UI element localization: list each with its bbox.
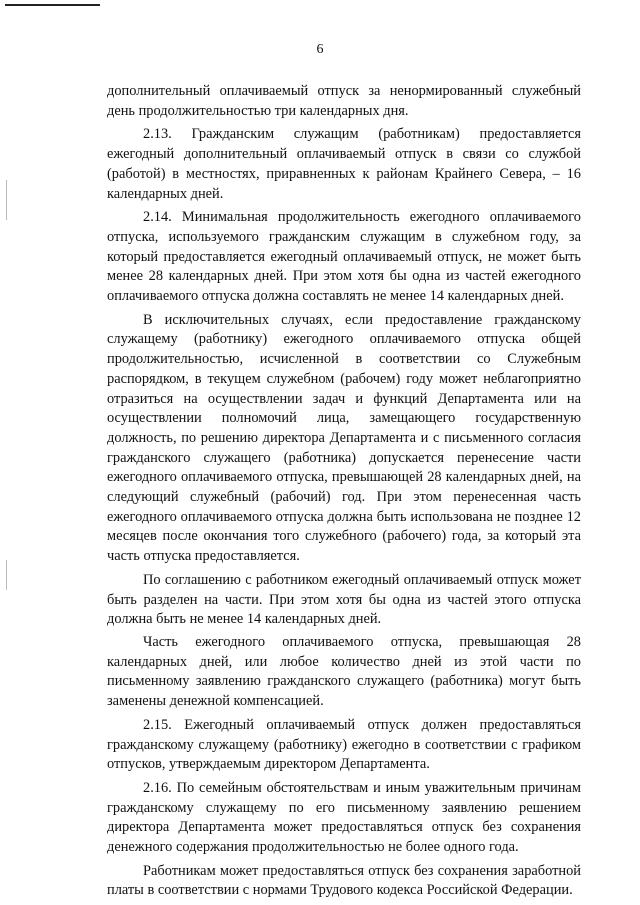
scan-edge-mark	[6, 560, 7, 590]
paragraph-2-13: 2.13. Гражданским служащим (работникам) предоставляется ежегодный дополнительный оплачиваемый отпуск в связи со службой (работой) в местностях, приравненных к районам Крайнего Севера, – 16 календарных дней.	[107, 126, 581, 202]
paragraph-exceptional-cases: В исключительных случаях, если предоставление гражданскому служащему (работнику) ежегодного оплачиваемого отпуска общей продолжительностью, исчисленной в соответствии со Служебным распорядком, в текущем служебном (рабочем) году может неблагоприятно отразиться на осуществлении задач и функций Департамента или на осуществлении полномочий лица, замещающего государственную должность, по решению директора Департамента и с письменного согласия гражданского служащего (работника) допускается перенесение части ежегодного оплачиваемого отпуска, превышающей 28 календарных дней, на следующий служебный (рабочий) год. При этом перенесенная часть ежегодного оплачиваемого отпуска должна быть использована не позднее 12 месяцев после окончания того служебного (рабочего) года, за который эта часть отпуска предоставляется.	[107, 311, 581, 565]
page-number: 6	[316, 42, 324, 57]
paragraph-continuation: дополнительный оплачиваемый отпуск за ненормированный служебный день продолжительностью три календарных дня.	[107, 83, 581, 119]
paragraph-unpaid-leave: Работникам может предоставляться отпуск без сохранения заработной платы в соответствии с нормами Трудового кодекса Российской Федерации.	[107, 862, 581, 899]
document-body	[107, 82, 581, 901]
top-border-line	[5, 4, 100, 6]
scan-edge-mark	[6, 180, 7, 220]
paragraph-2-15: 2.15. Ежегодный оплачиваемый отпуск должен предоставляться гражданскому служащему (работнику) ежегодно в соответствии с графиком отпусков, утверждаемым директором Департамента.	[107, 716, 581, 773]
paragraph-2-14: 2.14. Минимальная продолжительность ежегодного оплачиваемого отпуска, используемого гражданским служащим в служебном году, за который предоставляется ежегодный оплачиваемый отпуск, не может быть менее 28 календарных дней. При этом хотя бы одна из частей ежегодного оплачиваемого отпуска должна составлять не менее 14 календарных дней.	[107, 209, 581, 305]
paragraph-agreement-split: По соглашению с работником ежегодный оплачиваемый отпуск может быть разделен на части. При этом хотя бы одна из частей этого отпуска должна быть не менее 14 календарных дней.	[107, 571, 581, 628]
paragraph-compensation: Часть ежегодного оплачиваемого отпуска, превышающая 28 календарных дней, или любое количество дней из этой части по письменному заявлению гражданского служащего (работника) могут быть заменены денежной компенсацией.	[107, 633, 581, 710]
paragraph-2-16: 2.16. По семейным обстоятельствам и иным уважительным причинам гражданскому служащему по его письменному заявлению решением директора Департамента может предоставляться отпуск без сохранения денежного содержания продолжительностью не более одного года.	[107, 779, 581, 856]
